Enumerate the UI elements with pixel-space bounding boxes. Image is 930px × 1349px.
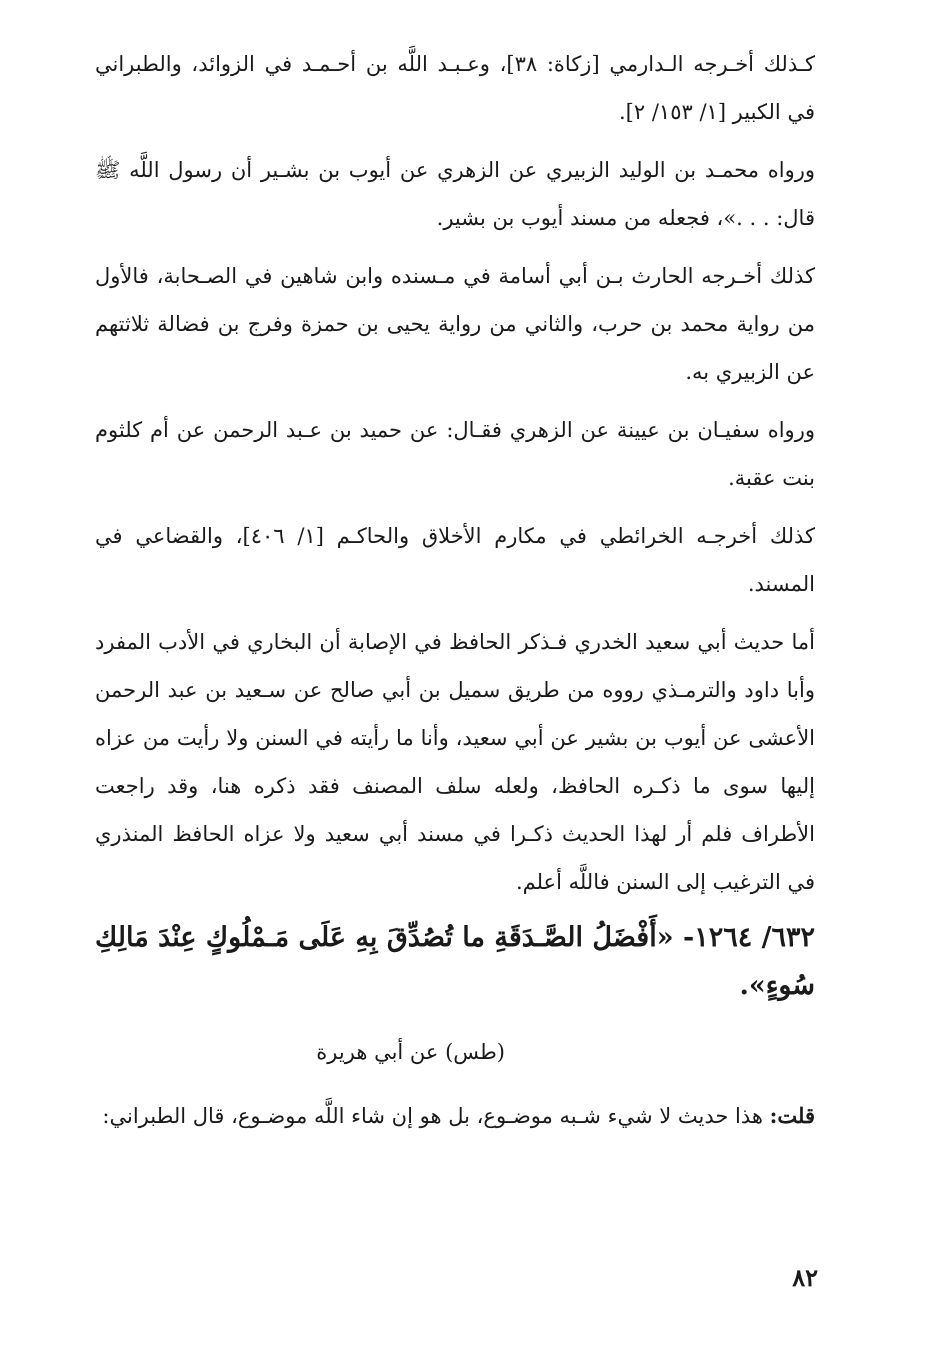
paragraph-harith: كذلك أخـرجه الحارث بـن أبي أسامة في مـسنده وابن شاهين في الصـحابة، فالأول من رواية محمد بن حرب، والثاني من رواية يحيى بن حمزة وفرج بن فضالة ثلاثتهم عن الزبيري به. (95, 264, 815, 384)
commentary-label: قلت: (769, 1103, 815, 1128)
page-number: ٨٢ (792, 1263, 818, 1292)
paragraph-kharaiti: كذلك أخرجـه الخرائطي في مكارم الأخلاق والحاكـم [١/ ٤٠٦]، والقضاعي في المسند. (95, 524, 815, 596)
paragraph-zubayri: ورواه محمـد بن الوليد الزبيري عن الزهري عن أيوب بن بشـير أن رسول اللَّه ﷺ قال: . . .»، فجعله من مسند أيوب بن بشير. (95, 158, 815, 230)
hadith-source: (طس) عن أبي هريرة (316, 1040, 505, 1064)
hadith-text: ٦٣٢/ ١٢٦٤- «أَفْضَلُ الصَّـدَقَةِ ما تُصُدِّقَ بِهِ عَلَى مَـمْلُوكٍ عِنْدَ مَالِكِ سُوءٍ». (95, 922, 816, 1001)
paragraph-sufyan: ورواه سفيـان بن عيينة عن الزهري فقـال: عن حميد بن عـبد الرحمن عن أم كلثوم بنت عقبة. (95, 418, 815, 490)
commentary-text: هذا حديث لا شيء شـبه موضـوع، بل هو إن شاء اللَّه موضـوع، قال الطبراني: (102, 1104, 770, 1128)
commentary-paragraph (95, 1093, 815, 1139)
paragraph-abu-said: أما حديث أبي سعيد الخدري فـذكر الحافظ في الإصابة أن البخاري في الأدب المفرد وأبا داود والترمـذي رووه من طريق سميل بن أبي صالح عن سـعيد بن عبد الرحمن الأعشى عن أيوب بن بشير عن أبي سعيد، وأنا ما رأيته في السنن ولا رأيت من عزاه إليها سوى ما ذكـره الحافظ، ولعله سلف المصنف فقد ذكره هنا، وقد راجعت الأطراف فلم أر لهذا الحديث ذكـرا في مسند أبي سعيد ولا عزاه الحافظ المنذري في الترغيب إلى السنن فاللَّه أعلم. (95, 630, 815, 894)
paragraph-darimi: كـذلك أخـرجه الـدارمي [زكاة: ٣٨]، وعـبـد اللَّه بن أحـمـد في الزوائد، والطبراني في الكبير [١/ ١٥٣/ ٢]. (95, 52, 815, 124)
page-body (95, 40, 815, 1160)
